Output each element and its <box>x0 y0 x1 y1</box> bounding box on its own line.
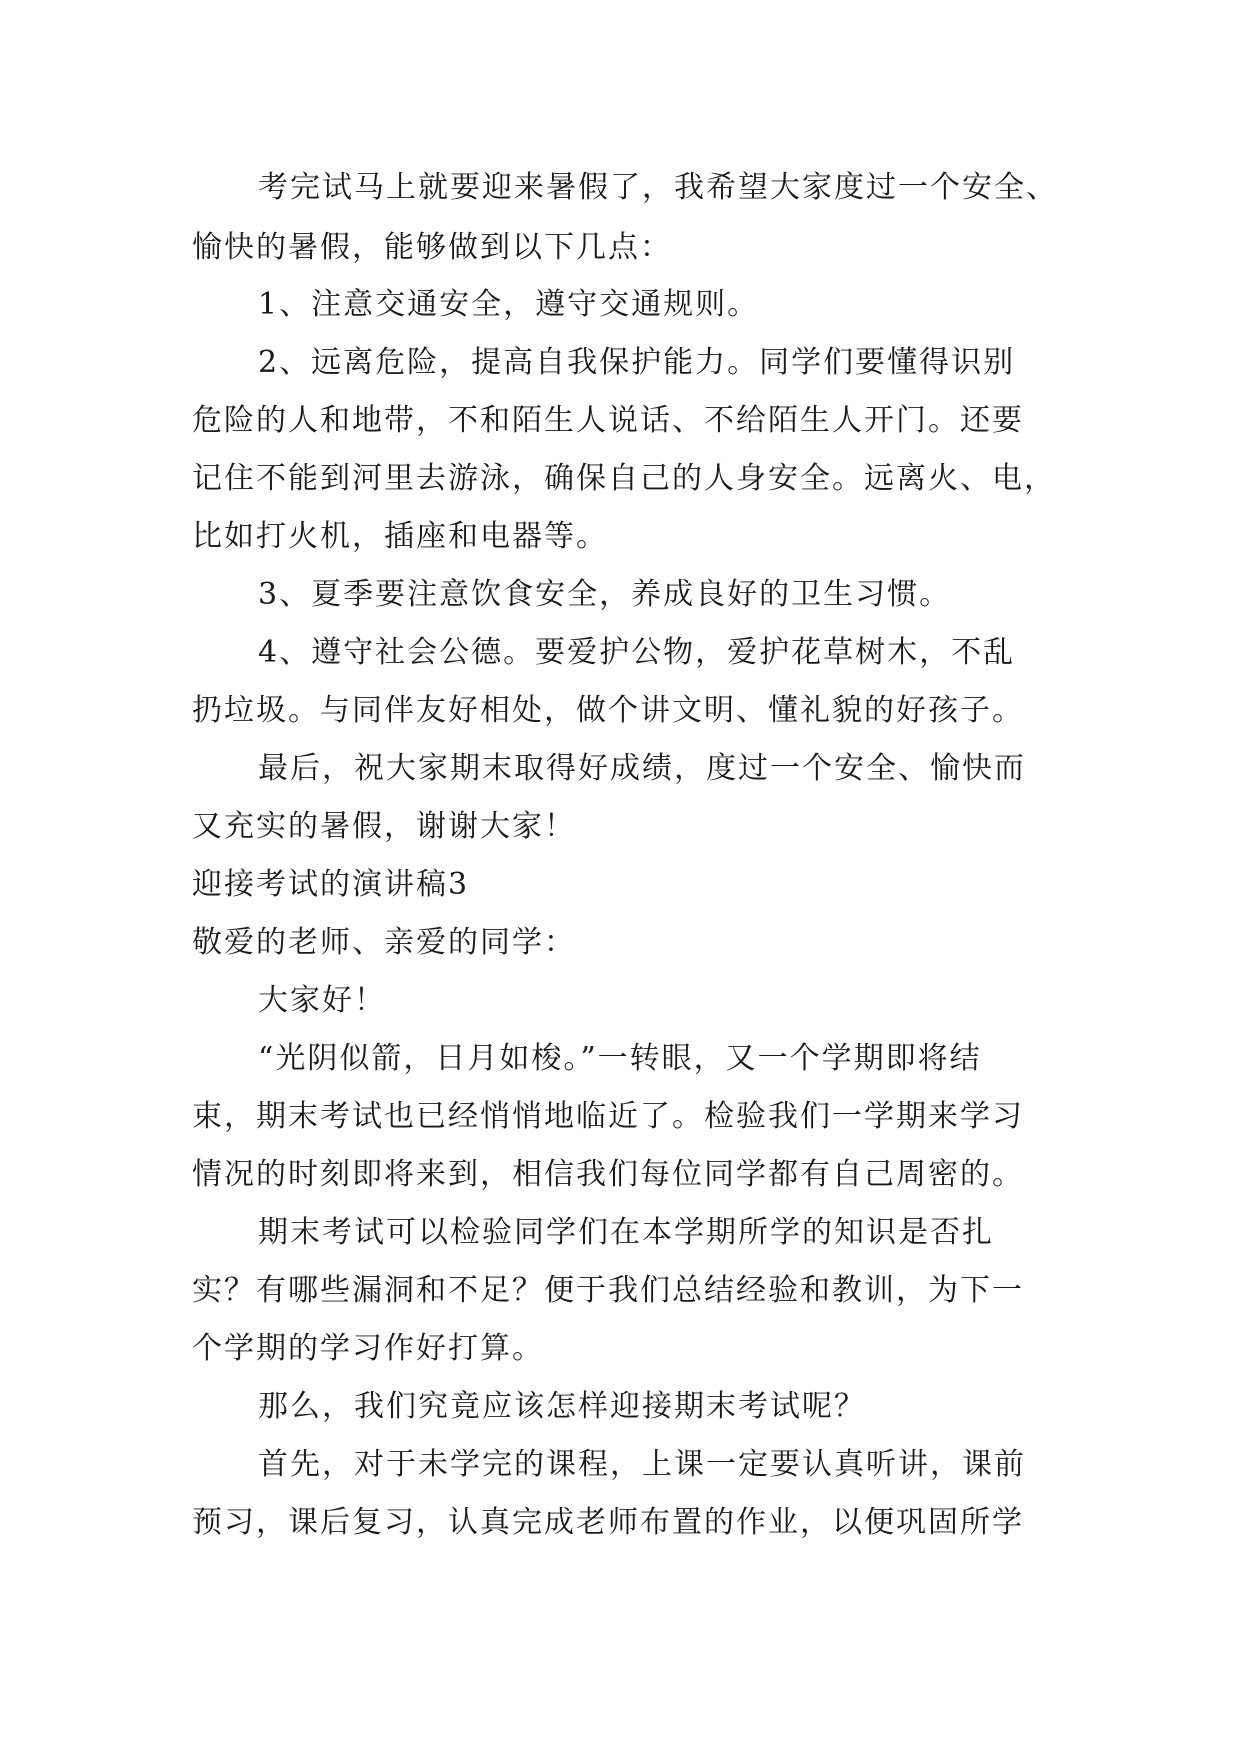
text-line: 那么，我们究竟应该怎样迎接期末考试呢？ <box>258 1389 866 1424</box>
salutation: 敬爱的老师、亲爱的同学： <box>192 925 576 960</box>
text-line: 比如打火机，插座和电器等。 <box>192 519 608 554</box>
greeting: 大家好！ <box>258 983 386 1018</box>
text-line: 实？有哪些漏洞和不足？便于我们总结经验和教训，为下一 <box>192 1273 1024 1308</box>
text-line: 最后，祝大家期末取得好成绩，度过一个安全、愉快而 <box>258 751 1026 786</box>
text-line: 期末考试可以检验同学们在本学期所学的知识是否扎 <box>258 1215 994 1250</box>
text-line: 又充实的暑假，谢谢大家！ <box>192 809 576 844</box>
text-line: 2、远离危险，提高自我保护能力。同学们要懂得识别 <box>258 345 1016 380</box>
text-line: 个学期的学习作好打算。 <box>192 1331 544 1366</box>
text-line: 记住不能到河里去游泳，确保自己的人身安全。远离火、电， <box>192 461 1056 496</box>
text-line: 扔垃圾。与同伴友好相处，做个讲文明、懂礼貌的好孩子。 <box>192 693 1024 728</box>
text-line: 4、遵守社会公德。要爱护公物，爱护花草树木，不乱 <box>258 635 1016 670</box>
text-line: 首先，对于未学完的课程，上课一定要认真听讲，课前 <box>258 1447 1026 1482</box>
text-line: 预习，课后复习，认真完成老师布置的作业，以便巩固所学 <box>192 1505 1024 1540</box>
text-line: 3、夏季要注意饮食安全，养成良好的卫生习惯。 <box>258 577 952 612</box>
text-line: 危险的人和地带，不和陌生人说话、不给陌生人开门。还要 <box>192 403 1024 438</box>
text-line: 1、注意交通安全，遵守交通规则。 <box>258 287 760 322</box>
text-line: 情况的时刻即将来到，相信我们每位同学都有自己周密的。 <box>192 1157 1024 1192</box>
text-line: “光阴似箭，日月如梭。”一转眼，又一个学期即将结 <box>258 1041 982 1076</box>
text-line: 束，期末考试也已经悄悄地临近了。检验我们一学期来学习 <box>192 1099 1024 1134</box>
section-heading: 迎接考试的演讲稿3 <box>192 867 470 902</box>
text-line: 考完试马上就要迎来暑假了，我希望大家度过一个安全、 <box>258 170 1058 205</box>
text-line: 愉快的暑假，能够做到以下几点： <box>192 230 672 265</box>
